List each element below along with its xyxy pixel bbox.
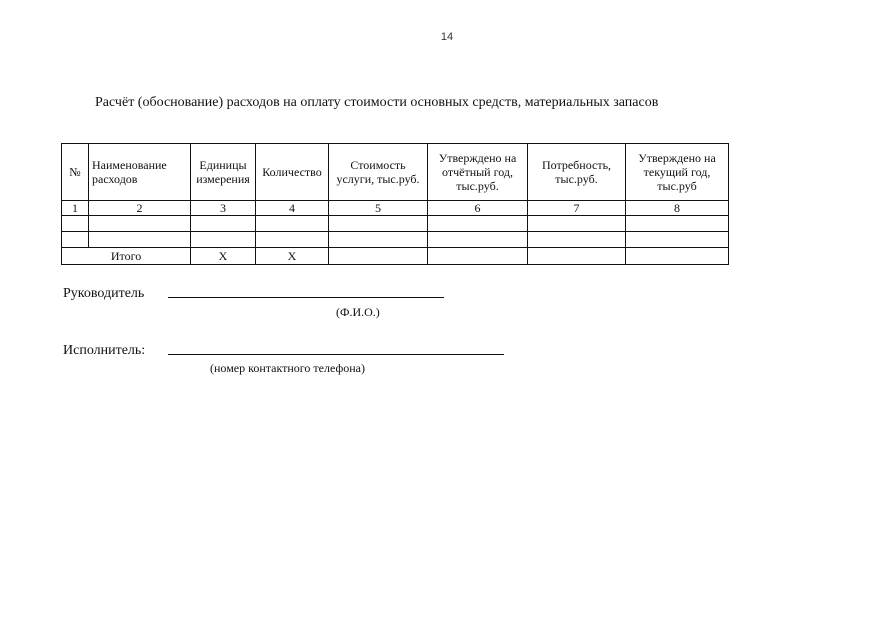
table-cell [191,232,256,248]
column-number: 6 [428,201,528,216]
executor-phone-hint: (номер контактного телефона) [210,361,365,375]
page-number: 14 [440,31,454,43]
table-cell [256,232,329,248]
head-name-hint: (Ф.И.О.) [336,305,380,319]
table-cell [191,216,256,232]
header-need: Потребность, тыс.руб. [528,144,626,201]
costs-table [61,143,729,265]
table-cell [89,216,191,232]
table-cell [626,232,729,248]
table-cell [256,216,329,232]
table-cell [528,216,626,232]
head-label: Руководитель [63,286,145,301]
total-approved-report [428,248,528,265]
document-title: Расчёт (обоснование) расходов на оплату стоимости основных средств, материальных запасов [95,95,659,110]
header-approved-current-year: Утверждено на текущий год, тыс.руб [626,144,729,201]
table-cell [428,232,528,248]
header-number: № [62,144,89,201]
column-number: 8 [626,201,729,216]
column-number: 3 [191,201,256,216]
table-cell [626,216,729,232]
header-units: Единицы измерения [191,144,256,201]
table-cell [428,216,528,232]
table-header-row [62,144,729,201]
table-row [62,232,729,248]
table-cell [329,232,428,248]
total-cost [329,248,428,265]
executor-signature-line [168,354,504,355]
table-cell [528,232,626,248]
table-cell [89,232,191,248]
executor-label: Исполнитель: [63,343,146,358]
column-number: 1 [62,201,89,216]
header-service-cost: Стоимость услуги, тыс.руб. [329,144,428,201]
column-number: 5 [329,201,428,216]
header-quantity: Количество [256,144,329,201]
total-units: X [191,248,256,265]
column-numbers-row [62,201,729,216]
total-quantity: X [256,248,329,265]
total-approved-current [626,248,729,265]
table-cell [62,216,89,232]
column-number: 2 [89,201,191,216]
table-cell [329,216,428,232]
table-row [62,216,729,232]
total-need [528,248,626,265]
column-number: 7 [528,201,626,216]
head-signature-line [168,297,444,298]
header-expense-name: Наименование расходов [89,144,191,201]
header-approved-report-year: Утверждено на отчётный год, тыс.руб. [428,144,528,201]
total-label: Итого [62,248,191,265]
table-cell [62,232,89,248]
total-row [62,248,729,265]
column-number: 4 [256,201,329,216]
